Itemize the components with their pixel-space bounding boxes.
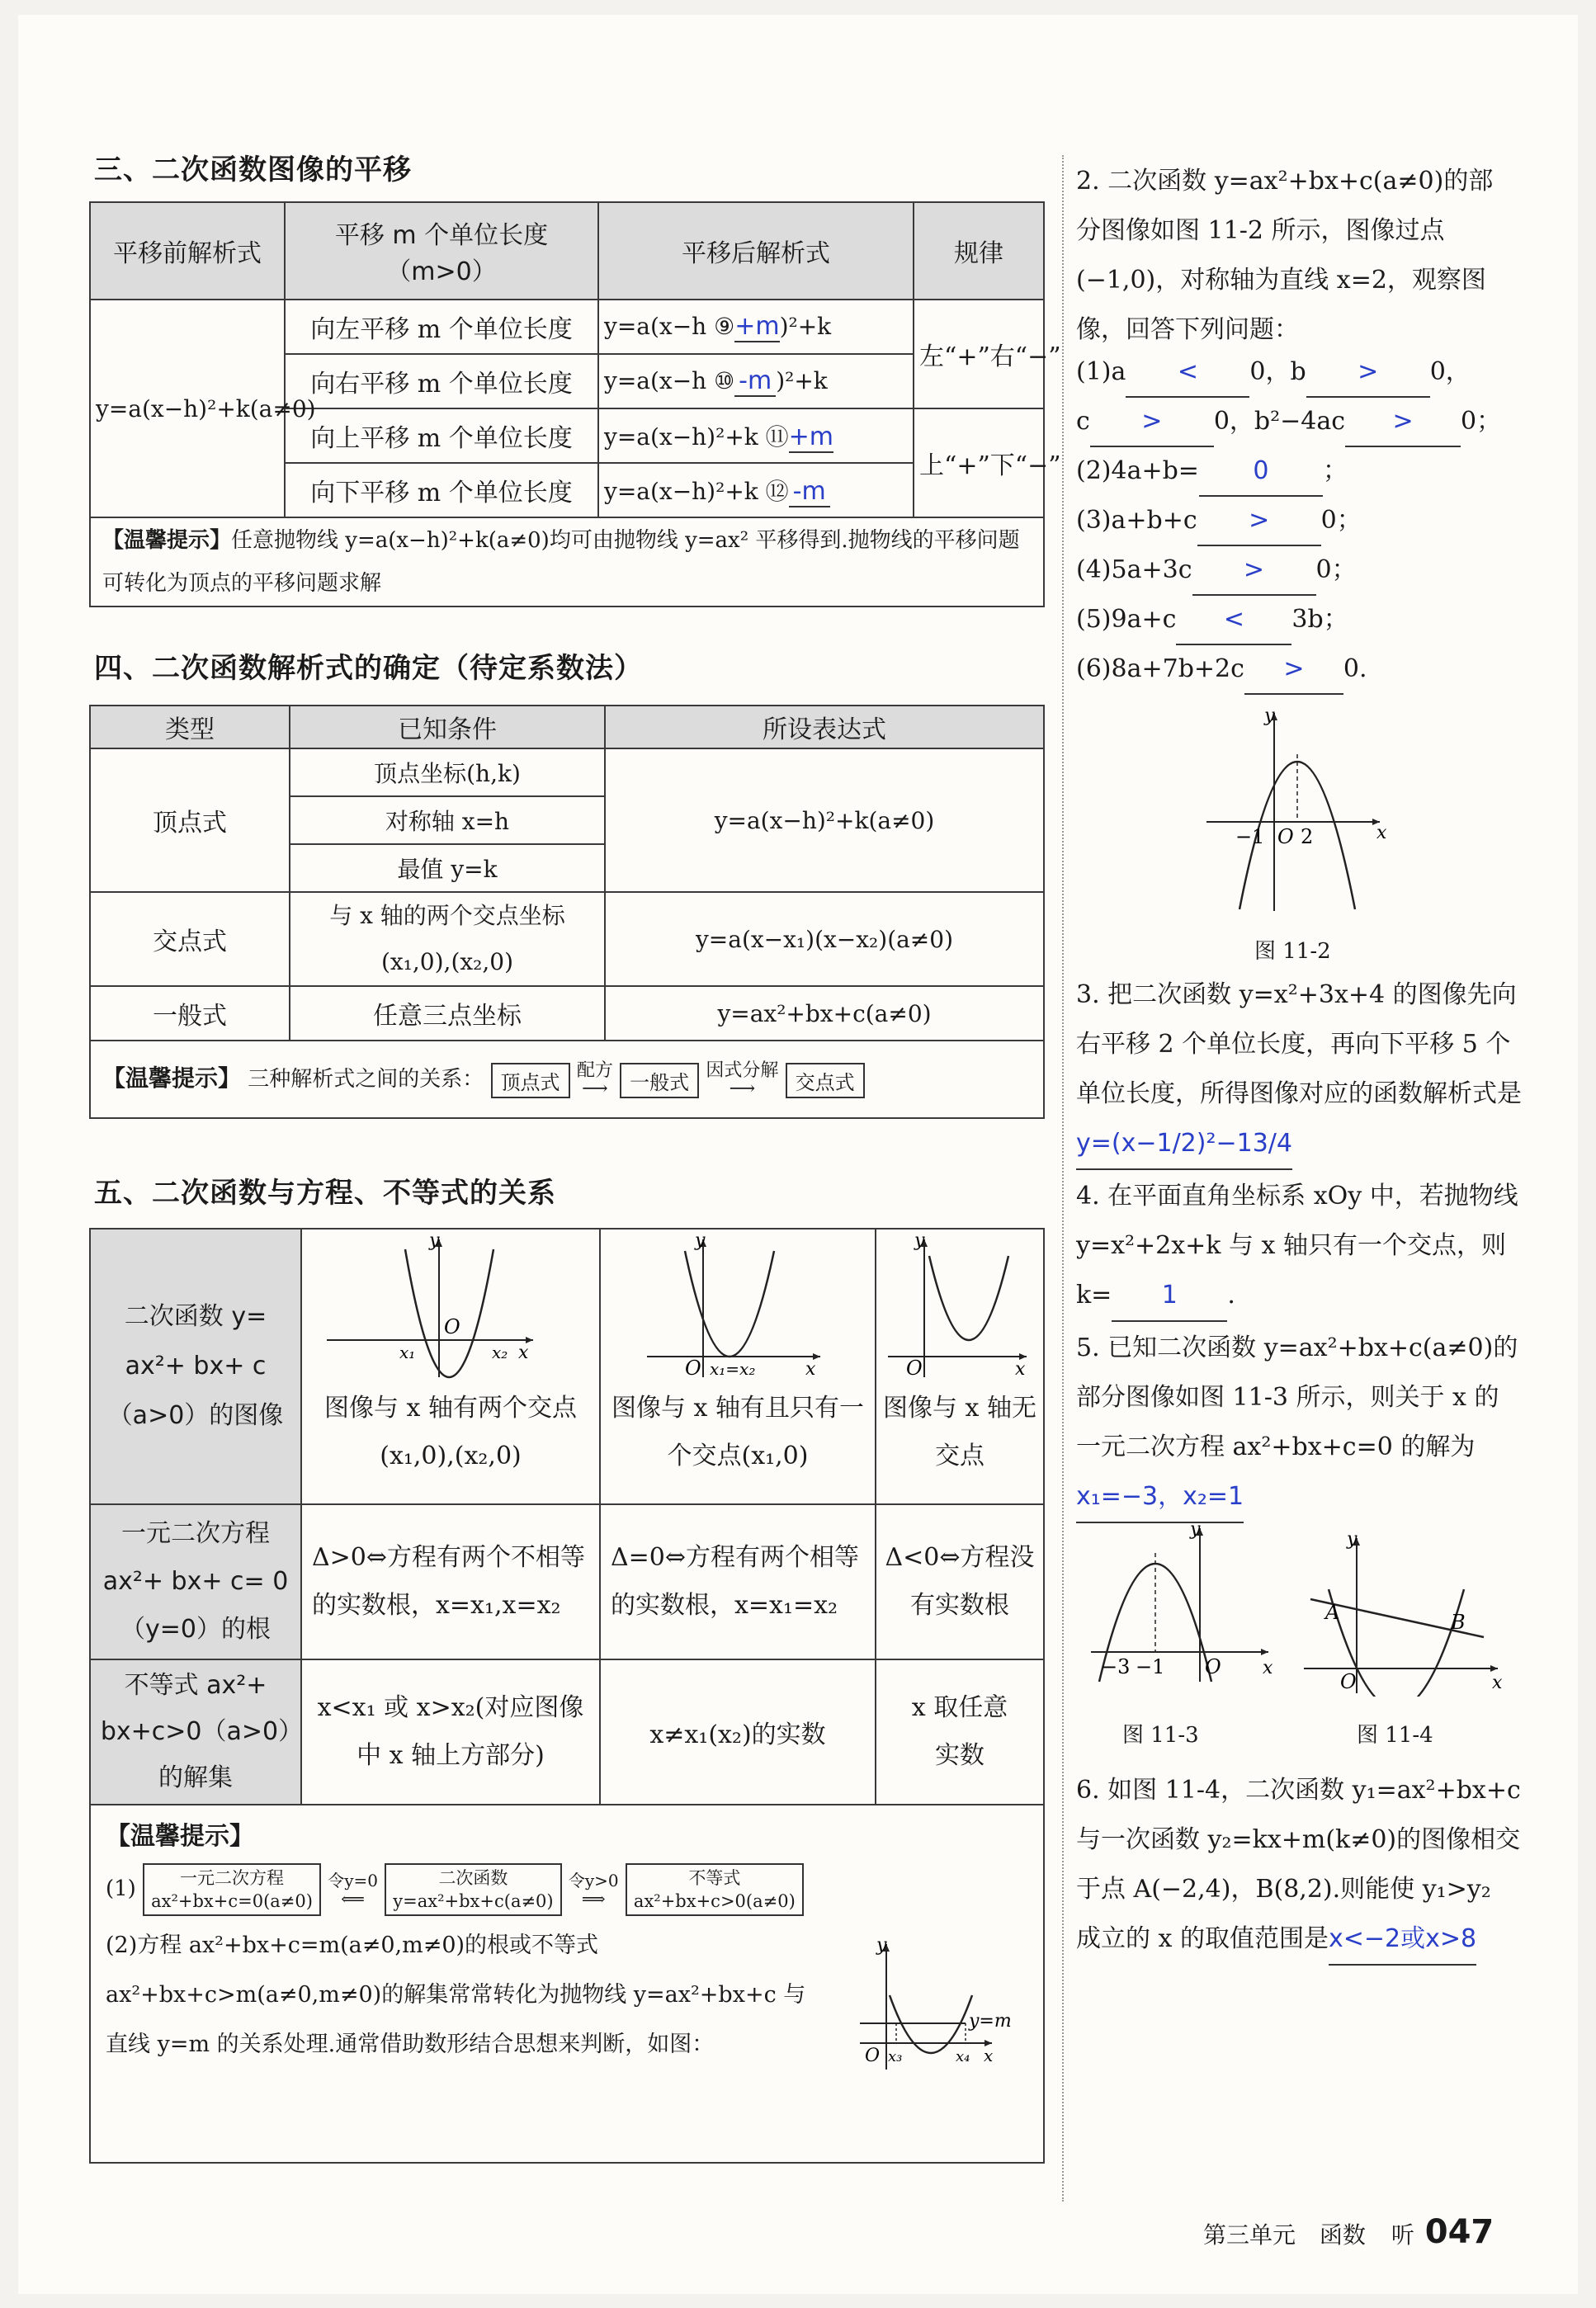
parabola	[405, 1249, 493, 1377]
graph-no-root	[876, 1229, 1044, 1504]
th-after: 平移后解析式	[598, 202, 914, 300]
flow-equation: 一元二次方程 ax²+bx+c=0(a≠0)	[143, 1863, 321, 1916]
x-label: x	[984, 2046, 994, 2065]
origin-label: O	[444, 1315, 460, 1338]
sec5-tip-label: 【温馨提示】	[106, 1822, 254, 1851]
th-before: 平移前解析式	[90, 202, 285, 300]
parabola	[685, 1251, 774, 1357]
y-label: y	[1190, 1520, 1201, 1540]
solution-none: x 取任意实数	[876, 1659, 1044, 1805]
neg1-label: −1	[1136, 1655, 1165, 1678]
x-arrow	[1261, 1649, 1268, 1655]
q3-answer: y=(x−1/2)²−13/4	[1076, 1119, 1292, 1170]
fig-11-3-caption: 图 11-3	[1122, 1723, 1199, 1748]
parabola	[929, 1256, 1008, 1340]
q2-ans-5: <	[1176, 596, 1291, 645]
q2-ans-b: >	[1306, 348, 1430, 398]
relation-table	[89, 1228, 1045, 2164]
general-type: 一般式	[90, 986, 290, 1041]
sec4-tip: 【温馨提示】 三种解析式之间的关系： 顶点式 配方 ⟶ 一般式 因式分解 ⟶ 交点式	[90, 1041, 1044, 1118]
flow-general: 一般式	[620, 1063, 699, 1098]
fig-11-3	[1083, 1520, 1281, 1685]
q2-ans-6: >	[1244, 645, 1343, 695]
row2-label: 一元二次方程 ax²+ bx+ c= 0（y=0）的根	[90, 1504, 301, 1659]
q2-line-2: c > 0，b²−4ac > 0；	[1076, 398, 1571, 447]
flow-intercept: 交点式	[786, 1063, 865, 1098]
q2-line-1: (1)a < 0，b > 0，	[1076, 348, 1571, 398]
intercept-cond: 与 x 轴的两个交点坐标(x₁,0),(x₂,0)	[290, 892, 605, 986]
two-label: 2	[1301, 825, 1314, 848]
row1-label: 二次函数 y= ax²+ bx+ c（a>0）的图像	[90, 1229, 301, 1504]
th-expr: 所设表达式	[605, 706, 1044, 748]
q2-answers	[1076, 348, 1571, 695]
vertex-cond-1: 顶点坐标(h,k)	[290, 748, 605, 796]
dir-up: 向上平移 m 个单位长度	[285, 408, 598, 463]
q2-line-4: (3)a+b+c > 0；	[1076, 497, 1571, 546]
y-label: y	[876, 1937, 887, 1956]
sec5-flow: (1) 一元二次方程 ax²+bx+c=0(a≠0) 令y=0 ⟸ 二次函数 y=ax²+bx+c(a≠0) 令y>0 ⟹ 不等式 ax²+bx+c>0(a≠0)	[106, 1863, 1028, 1916]
formula-table	[89, 705, 1045, 1119]
th-cond: 已知条件	[290, 706, 605, 748]
q2-text: 2. 二次函数 y=ax²+bx+c(a≠0)的部分图像如图 11-2 所示，图像过点(−1,0)，对称轴为直线 x=2，观察图像，回答下列问题：	[1076, 167, 1494, 344]
before-expr: y=a(x−h)²+k(a≠0)	[90, 300, 285, 517]
graph-two-roots-svg	[310, 1233, 591, 1381]
q2-ans-disc: >	[1345, 398, 1461, 447]
flow-label-2: 因式分解	[706, 1060, 779, 1081]
after-up: y=a(x−h)²+k ⑪+m	[598, 408, 914, 463]
sec3-tip: 【温馨提示】任意抛物线 y=a(x−h)²+k(a≠0)均可由抛物线 y=ax² 平移得到.抛物线的平移问题可转化为顶点的平移问题求解	[90, 517, 1044, 606]
q2-ans-c: >	[1090, 398, 1214, 447]
origin-label: O	[906, 1357, 923, 1380]
y-label: y	[429, 1233, 440, 1251]
th-rule: 规律	[914, 202, 1044, 300]
fig-11-2-caption: 图 11-2	[1254, 939, 1331, 964]
ym-label: y=m	[969, 2011, 1012, 2032]
x2-label: x₂	[492, 1343, 508, 1362]
point-a-label: A	[1325, 1601, 1340, 1624]
dir-down: 向下平移 m 个单位长度	[285, 463, 598, 517]
intercept-type: 交点式	[90, 892, 290, 986]
x-label: x	[1263, 1658, 1273, 1678]
after-left: y=a(x−h ⑨+m)²+k	[598, 300, 914, 354]
tip-graph	[852, 1937, 1033, 2078]
fig-11-4	[1296, 1532, 1510, 1697]
y-label: y	[914, 1233, 925, 1251]
caption-one: 图像与 x 轴有且只有一个交点(x₁,0)	[611, 1394, 864, 1470]
origin-label: O	[1205, 1655, 1221, 1678]
caption-none: 图像与 x 轴无交点	[883, 1394, 1036, 1470]
q2-line-5: (4)5a+3c > 0；	[1076, 546, 1571, 596]
translation-table	[89, 201, 1061, 607]
x1-label: x₁	[399, 1343, 416, 1362]
x1x2-label: x₁=x₂	[710, 1359, 756, 1379]
th-type: 类型	[90, 706, 290, 748]
y-label: y	[695, 1233, 706, 1251]
column-divider	[1062, 155, 1064, 2202]
flow-arrow-2: 令y>0 ⟹	[568, 1871, 619, 1909]
origin-label: O	[865, 2046, 881, 2066]
y-label: y	[1264, 706, 1275, 726]
sec5-tip2: (2)方程 ax²+bx+c=m(a≠0,m≠0)的根或不等式 ax²+bx+c>m(a≠0,m≠0)的解集常常转化为抛物线 y=ax²+bx+c 与直线 y=m 的关系处理.通常借助数形结合思想来判断，如图：	[106, 1933, 806, 2057]
general-cond: 任意三点坐标	[290, 986, 605, 1041]
flow-label-1: 配方	[576, 1060, 613, 1081]
solution-one: x≠x₁(x₂)的实数	[600, 1659, 876, 1805]
origin-label: O	[1340, 1670, 1357, 1693]
x-label: x	[1492, 1673, 1503, 1693]
q6-answer: x<−2或x>8	[1329, 1914, 1476, 1966]
footer-unit: 第三单元	[1203, 2221, 1296, 2249]
q2-ans-a: <	[1126, 348, 1249, 398]
x-label: x	[518, 1343, 529, 1363]
dir-right: 向右平移 m 个单位长度	[285, 354, 598, 408]
q2-ans-2: 0	[1199, 447, 1323, 497]
q2-line-3: (2)4a+b= 0 ；	[1076, 447, 1571, 497]
neg3-label: −3	[1101, 1655, 1131, 1678]
vertex-cond-2: 对称轴 x=h	[290, 796, 605, 844]
rule-lr: 左“+”右“−”	[914, 300, 1044, 408]
roots-two: Δ>0⇔方程有两个不相等的实数根，x=x₁,x=x₂	[301, 1504, 600, 1659]
q2-line-7: (6)8a+7b+2c > 0.	[1076, 645, 1571, 695]
q3-text: 3. 把二次函数 y=x²+3x+4 的图像先向右平移 2 个单位长度，再向下平移 5 个单位长度，所得图像对应的函数解析式是y=(x−1/2)²−13/4	[1076, 970, 1522, 1170]
ans-9: +m	[734, 311, 780, 341]
ans-11: +m	[788, 422, 834, 451]
x-arrow	[1490, 1665, 1498, 1672]
flow-inequality: 不等式 ax²+bx+c>0(a≠0)	[626, 1863, 804, 1916]
vertex-cond-3: 最值 y=k	[290, 844, 605, 892]
point-b-label: B	[1451, 1611, 1466, 1634]
q5-text: 5. 已知二次函数 y=ax²+bx+c(a≠0)的部分图像如图 11-3 所示，则关于 x 的一元二次方程 ax²+bx+c=0 的解为x₁=−3，x₂=1	[1076, 1324, 1522, 1523]
intercept-expr: y=a(x−x₁)(x−x₂)(a≠0)	[605, 892, 1044, 986]
graph-one-root-svg	[606, 1233, 870, 1381]
roots-none: Δ<0⇔方程没有实数根	[876, 1504, 1044, 1659]
vertex-type: 顶点式	[90, 748, 290, 892]
ans-12: -m	[789, 477, 830, 507]
q2-ans-4: >	[1192, 546, 1316, 596]
sec5-tip	[90, 1805, 1044, 2163]
footer-topic: 函数	[1319, 2221, 1366, 2249]
sec5-title: 五、二次函数与方程、不等式的关系	[94, 1177, 556, 1210]
x-label: x	[1376, 823, 1387, 843]
origin-label: O	[685, 1357, 701, 1380]
sec4-title: 四、二次函数解析式的确定（待定系数法）	[94, 652, 643, 685]
ans-10: -m	[734, 366, 776, 397]
page-number: 047	[1424, 2213, 1494, 2251]
q4-text: 4. 在平面直角坐标系 xOy 中，若抛物线 y=x²+2x+k 与 x 轴只有一个交点，则 k= 1 .	[1076, 1172, 1522, 1322]
neg1-label: −1	[1235, 825, 1265, 848]
x3-label: x₃	[888, 2048, 903, 2065]
after-down: y=a(x−h)²+k ⑫ -m	[598, 463, 914, 517]
q2-ans-3: >	[1197, 497, 1321, 546]
graph-one-root	[600, 1229, 876, 1504]
graph-two-roots	[301, 1229, 600, 1504]
th-translate: 平移 m 个单位长度（m>0）	[285, 202, 598, 300]
footer	[1203, 2213, 1494, 2251]
dir-left: 向左平移 m 个单位长度	[285, 300, 598, 354]
page	[18, 15, 1578, 2294]
x-label: x	[805, 1359, 816, 1380]
fig-11-4-caption: 图 11-4	[1357, 1723, 1433, 1748]
sec3-title: 三、二次函数图像的平移	[94, 153, 412, 186]
row3-label: 不等式 ax²+ bx+c>0（a>0）的解集	[90, 1659, 301, 1805]
origin-label: O	[1277, 825, 1294, 848]
q4-answer: 1	[1112, 1271, 1227, 1322]
roots-one: Δ=0⇔方程有两个相等的实数根，x=x₁=x₂	[600, 1504, 876, 1659]
solution-two: x<x₁ 或 x>x₂(对应图像中 x 轴上方部分)	[301, 1659, 600, 1805]
caption-two: 图像与 x 轴有两个交点(x₁,0),(x₂,0)	[324, 1394, 577, 1470]
y-label: y	[1347, 1532, 1358, 1550]
q6-text: 6. 如图 11-4，二次函数 y₁=ax²+bx+c 与一次函数 y₂=kx+m(k≠0)的图像相交于点 A(−2,4)，B(8,2).则能使 y₁>y₂ 成立的 x 的取值范围是x<−2或x>8	[1076, 1766, 1522, 1966]
after-right: y=a(x−h ⑩ -m )²+k	[598, 354, 914, 408]
general-expr: y=ax²+bx+c(a≠0)	[605, 986, 1044, 1041]
fig-11-2	[1190, 705, 1405, 919]
q5-answer: x₁=−3，x₂=1	[1076, 1472, 1244, 1523]
footer-listen: 听	[1391, 2221, 1414, 2249]
q2-line-6: (5)9a+c < 3b；	[1076, 596, 1571, 645]
vertex-expr: y=a(x−h)²+k(a≠0)	[605, 748, 1044, 892]
graph-no-root-svg	[881, 1233, 1038, 1381]
x4-label: x₄	[956, 2048, 970, 2065]
flow-function: 二次函数 y=ax²+bx+c(a≠0)	[385, 1863, 561, 1916]
x-label: x	[1015, 1359, 1026, 1380]
rule-ud: 上“+”下“−”	[914, 408, 1044, 517]
flow-vertex: 顶点式	[491, 1063, 570, 1098]
flow-arrow-1: 令y=0 ⟸	[328, 1871, 378, 1909]
